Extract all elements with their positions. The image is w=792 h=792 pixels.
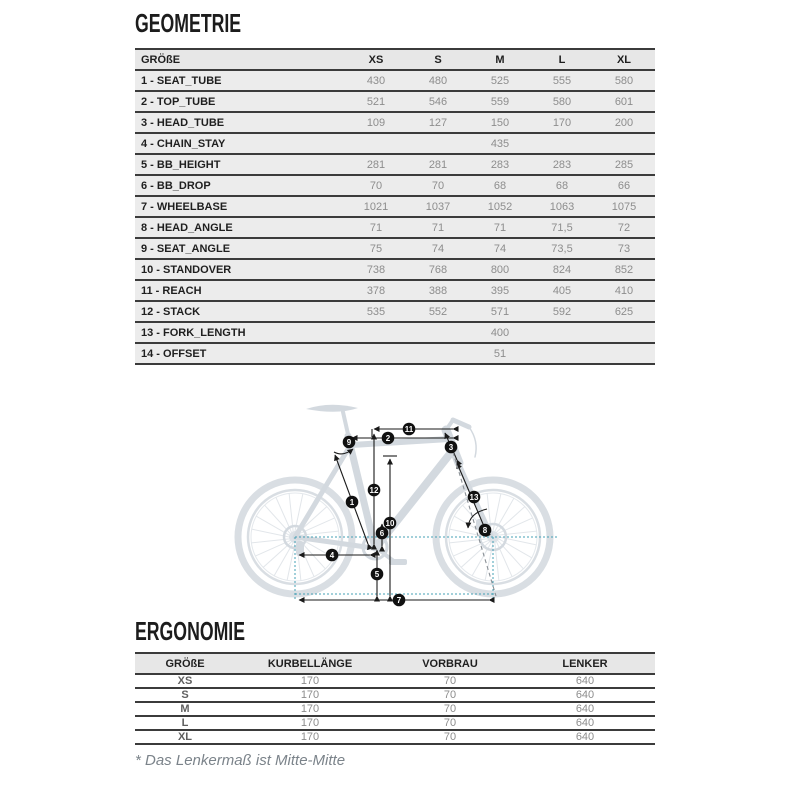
cell-value: 535 xyxy=(345,301,407,322)
cell-value: 71 xyxy=(345,217,407,238)
cell-value: 68 xyxy=(469,175,531,196)
table-row xyxy=(135,688,655,702)
cell-value: 71 xyxy=(407,217,469,238)
callout-number: 7 xyxy=(396,595,402,605)
cell-value: 170 xyxy=(531,112,593,133)
saddle xyxy=(306,405,358,412)
cell-value: 70 xyxy=(385,674,515,688)
cell-value: 559 xyxy=(469,91,531,112)
cell-value xyxy=(593,133,655,154)
cell-value: 640 xyxy=(515,716,655,730)
pedal xyxy=(389,559,407,565)
cell-value: 525 xyxy=(469,70,531,91)
geometry-section-title: GEOMETRIE xyxy=(135,8,242,38)
row-label: 4 - CHAIN_STAY xyxy=(135,133,345,154)
table-row xyxy=(135,674,655,688)
cell-value: 430 xyxy=(345,70,407,91)
callout-number: 8 xyxy=(482,525,488,535)
column-header: M xyxy=(469,49,531,70)
column-header: S xyxy=(407,49,469,70)
cell-value xyxy=(593,343,655,364)
callout-number: 1 xyxy=(349,497,355,507)
cell-value: 640 xyxy=(515,688,655,702)
handlebar-footnote: * Das Lenkermaß ist Mitte-Mitte xyxy=(135,752,346,769)
cell-value: 410 xyxy=(593,280,655,301)
cell-value xyxy=(531,133,593,154)
cell-value: 283 xyxy=(469,154,531,175)
row-label: 14 - OFFSET xyxy=(135,343,345,364)
row-label: M xyxy=(135,702,235,716)
table-row xyxy=(135,112,655,133)
top-tube xyxy=(352,439,449,445)
cell-value: 74 xyxy=(407,238,469,259)
callout-number: 13 xyxy=(469,492,479,502)
cell-value: 592 xyxy=(531,301,593,322)
header-row xyxy=(135,653,655,674)
cell-value: 70 xyxy=(407,175,469,196)
brake-cable xyxy=(469,427,476,457)
column-header: L xyxy=(531,49,593,70)
cell-value: 405 xyxy=(531,280,593,301)
table-row xyxy=(135,196,655,217)
table-row xyxy=(135,730,655,744)
row-label: 7 - WHEELBASE xyxy=(135,196,345,217)
cell-value: 395 xyxy=(469,280,531,301)
cell-value: 283 xyxy=(531,154,593,175)
column-header: VORBRAU xyxy=(385,653,515,674)
cell-value: 640 xyxy=(515,702,655,716)
row-label: 10 - STANDOVER xyxy=(135,259,345,280)
table-row xyxy=(135,238,655,259)
table-row xyxy=(135,702,655,716)
cell-value xyxy=(345,133,407,154)
bike-geometry-diagram xyxy=(228,385,570,625)
column-header: LENKER xyxy=(515,653,655,674)
geometry-table xyxy=(135,48,655,365)
table-row xyxy=(135,322,655,343)
cell-value: 552 xyxy=(407,301,469,322)
cell-value: 1021 xyxy=(345,196,407,217)
cell-value xyxy=(345,322,407,343)
cell-value: 70 xyxy=(385,716,515,730)
cell-value: 71 xyxy=(469,217,531,238)
callout-number: 2 xyxy=(385,433,391,443)
row-label: S xyxy=(135,688,235,702)
cell-value: 625 xyxy=(593,301,655,322)
cell-value: 1037 xyxy=(407,196,469,217)
down-tube xyxy=(377,450,453,546)
row-label: 9 - SEAT_ANGLE xyxy=(135,238,345,259)
cell-value: 70 xyxy=(385,702,515,716)
column-header: GRÖßE xyxy=(135,49,345,70)
table-row xyxy=(135,154,655,175)
row-label: 13 - FORK_LENGTH xyxy=(135,322,345,343)
cell-value: 546 xyxy=(407,91,469,112)
cell-value: 521 xyxy=(345,91,407,112)
cell-value: 150 xyxy=(469,112,531,133)
cell-value: 852 xyxy=(593,259,655,280)
table-row xyxy=(135,175,655,196)
callout-number: 5 xyxy=(374,569,380,579)
table-row xyxy=(135,343,655,364)
cell-value: 75 xyxy=(345,238,407,259)
cell-value: 281 xyxy=(407,154,469,175)
cell-value: 400 xyxy=(469,322,531,343)
cell-value: 109 xyxy=(345,112,407,133)
cell-value: 281 xyxy=(345,154,407,175)
column-header: XL xyxy=(593,49,655,70)
cell-value: 70 xyxy=(385,730,515,744)
cell-value: 738 xyxy=(345,259,407,280)
callout-number: 3 xyxy=(448,442,454,452)
row-label: 5 - BB_HEIGHT xyxy=(135,154,345,175)
callout-number: 6 xyxy=(379,528,385,538)
cell-value: 1075 xyxy=(593,196,655,217)
cell-value: 640 xyxy=(515,674,655,688)
table-row xyxy=(135,259,655,280)
rear-derailleur xyxy=(296,541,304,556)
cell-value: 70 xyxy=(345,175,407,196)
cell-value: 285 xyxy=(593,154,655,175)
callout-number: 11 xyxy=(404,424,414,434)
cell-value: 388 xyxy=(407,280,469,301)
row-label: XS xyxy=(135,674,235,688)
cell-value xyxy=(407,133,469,154)
table-row xyxy=(135,301,655,322)
cell-value: 170 xyxy=(235,730,385,744)
cell-value xyxy=(531,322,593,343)
table-row xyxy=(135,280,655,301)
bike-silhouette xyxy=(238,405,550,594)
row-label: 6 - BB_DROP xyxy=(135,175,345,196)
table-row xyxy=(135,217,655,238)
cell-value: 71,5 xyxy=(531,217,593,238)
cell-value: 74 xyxy=(469,238,531,259)
callout-number: 12 xyxy=(369,485,379,495)
ergonomics-table xyxy=(135,652,655,745)
cell-value: 768 xyxy=(407,259,469,280)
cell-value: 571 xyxy=(469,301,531,322)
cell-value: 1052 xyxy=(469,196,531,217)
table-row xyxy=(135,91,655,112)
cell-value: 51 xyxy=(469,343,531,364)
callout-number: 10 xyxy=(385,518,395,528)
column-header: XS xyxy=(345,49,407,70)
column-header: GRÖßE xyxy=(135,653,235,674)
cell-value: 170 xyxy=(235,674,385,688)
cell-value: 580 xyxy=(593,70,655,91)
row-label: L xyxy=(135,716,235,730)
cell-value: 170 xyxy=(235,702,385,716)
table-row xyxy=(135,133,655,154)
row-label: 1 - SEAT_TUBE xyxy=(135,70,345,91)
cell-value: 800 xyxy=(469,259,531,280)
row-label: 11 - REACH xyxy=(135,280,345,301)
cell-value: 601 xyxy=(593,91,655,112)
column-header: KURBELLÄNGE xyxy=(235,653,385,674)
cell-value: 66 xyxy=(593,175,655,196)
cell-value: 640 xyxy=(515,730,655,744)
cell-value: 1063 xyxy=(531,196,593,217)
table-row xyxy=(135,716,655,730)
cell-value xyxy=(531,343,593,364)
cell-value: 73 xyxy=(593,238,655,259)
cell-value: 170 xyxy=(235,688,385,702)
cell-value: 824 xyxy=(531,259,593,280)
callout-number: 9 xyxy=(346,437,352,447)
callout-number: 4 xyxy=(329,550,335,560)
cell-value: 68 xyxy=(531,175,593,196)
cell-value: 555 xyxy=(531,70,593,91)
row-label: XL xyxy=(135,730,235,744)
cell-value: 580 xyxy=(531,91,593,112)
cell-value xyxy=(345,343,407,364)
handlebar xyxy=(453,420,469,427)
ergonomics-section-title: ERGONOMIE xyxy=(135,616,246,646)
cell-value xyxy=(407,343,469,364)
cell-value: 72 xyxy=(593,217,655,238)
row-label: 8 - HEAD_ANGLE xyxy=(135,217,345,238)
cell-value: 435 xyxy=(469,133,531,154)
table-row xyxy=(135,70,655,91)
cell-value: 73,5 xyxy=(531,238,593,259)
header-row xyxy=(135,49,655,70)
cell-value: 200 xyxy=(593,112,655,133)
cell-value: 127 xyxy=(407,112,469,133)
cell-value: 70 xyxy=(385,688,515,702)
cell-value: 170 xyxy=(235,716,385,730)
cell-value xyxy=(407,322,469,343)
cell-value: 480 xyxy=(407,70,469,91)
cell-value xyxy=(593,322,655,343)
row-label: 3 - HEAD_TUBE xyxy=(135,112,345,133)
cell-value: 378 xyxy=(345,280,407,301)
row-label: 2 - TOP_TUBE xyxy=(135,91,345,112)
row-label: 12 - STACK xyxy=(135,301,345,322)
